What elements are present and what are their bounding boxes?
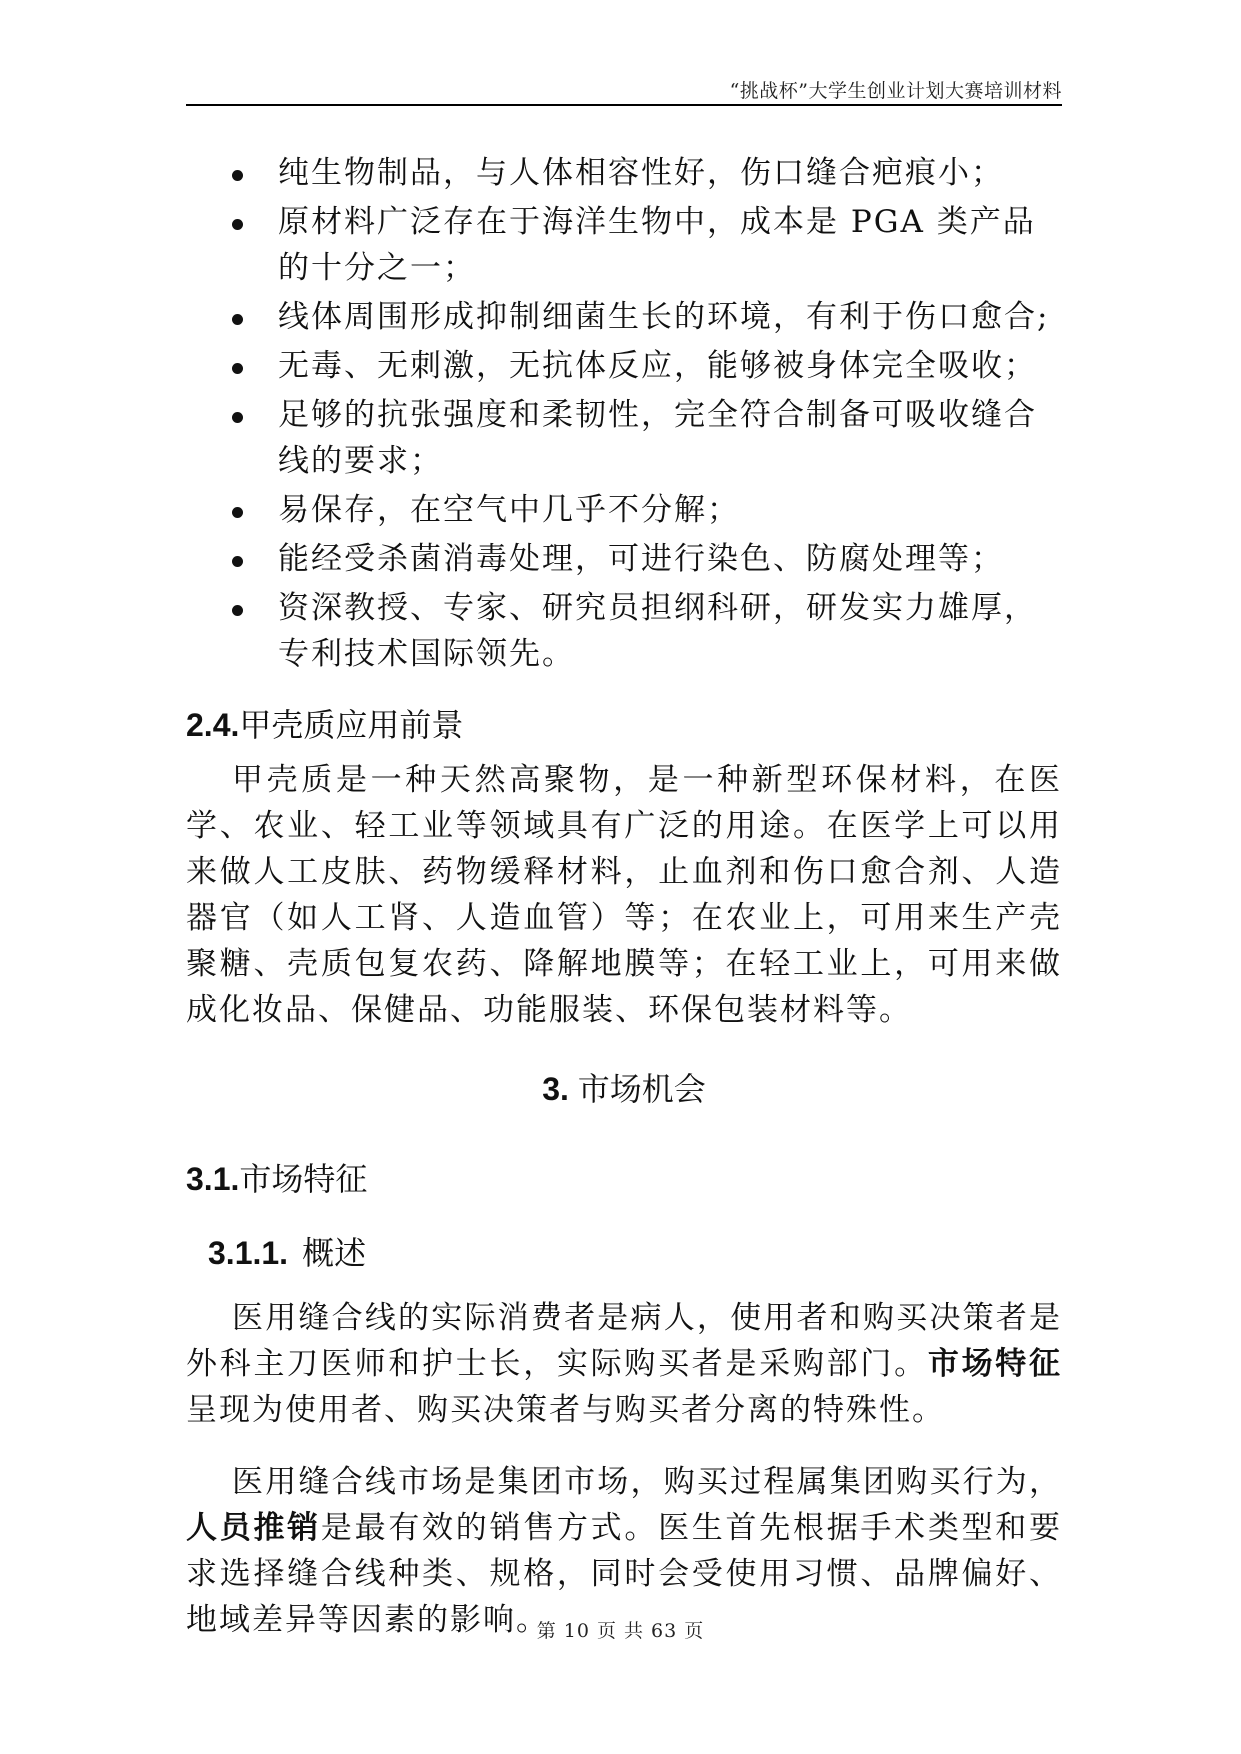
paragraph-text: 医用缝合线市场是集团市场，购买过程属集团购买行为， [232, 1464, 1062, 1500]
list-item [186, 343, 1062, 389]
bullet-icon [232, 556, 243, 567]
section-heading-3-1 [186, 1157, 1062, 1201]
subsection-number: 3.1.1. [208, 1235, 289, 1271]
list-item-text: 易保存，在空气中几乎不分解； [278, 492, 740, 528]
list-item [186, 392, 1062, 484]
paragraph-text: 医用缝合线的实际消费者是病人，使用者和购买决策者是外科主刀医师和护士长，实际购买者是采购部门。 [186, 1300, 1062, 1382]
bullet-icon [232, 170, 243, 181]
list-item [186, 150, 1062, 196]
list-item-text: 资深教授、专家、研究员担纲科研，研发实力雄厚，专利技术国际领先。 [278, 590, 1037, 672]
feature-bullet-list [186, 150, 1062, 677]
header-title: “挑战杯”大学生创业计划大赛培训材料 [729, 80, 1062, 102]
page-content [186, 150, 1062, 1669]
list-item [186, 585, 1062, 677]
section-title: 市场特征 [239, 1161, 368, 1197]
section-title: 甲壳质应用前景 [239, 707, 464, 743]
chapter-title: 市场机会 [577, 1071, 706, 1107]
subsection-heading-3-1-1 [208, 1231, 1062, 1275]
list-item [186, 536, 1062, 582]
bullet-icon [232, 412, 243, 423]
paragraph-text: 呈现为使用者、购买决策者与购买者分离的特殊性。 [186, 1392, 945, 1428]
list-item-text: 原材料广泛存在于海洋生物中，成本是 PGA 类产品的十分之一； [278, 204, 1036, 286]
list-item [186, 487, 1062, 533]
page-footer [0, 1616, 1241, 1643]
list-item-text: 能经受杀菌消毒处理，可进行染色、防腐处理等； [278, 541, 1004, 577]
section-number: 3.1. [186, 1161, 240, 1197]
chapter-number: 3. [542, 1071, 569, 1107]
subsection-title: 概述 [302, 1235, 367, 1271]
list-item-text: 足够的抗张强度和柔韧性，完全符合制备可吸收缝合线的要求； [278, 397, 1037, 479]
bullet-icon [232, 605, 243, 616]
list-item [186, 199, 1062, 291]
list-item-text: 线体周围形成抑制细菌生长的环境，有利于伤口愈合; [278, 299, 1050, 335]
bold-term: 人员推销 [186, 1510, 321, 1546]
section-number: 2.4. [186, 707, 240, 743]
bold-term: 市场特征 [927, 1346, 1063, 1382]
overview-paragraph-1 [186, 1295, 1062, 1433]
list-item-text: 无毒、无刺激，无抗体反应，能够被身体完全吸收； [278, 348, 1037, 384]
bullet-icon [232, 507, 243, 518]
list-item-text: 纯生物制品，与人体相容性好，伤口缝合疤痕小； [278, 155, 1004, 191]
bullet-icon [232, 219, 243, 230]
bullet-icon [232, 363, 243, 374]
page-number: 第 10 页 共 63 页 [536, 1620, 705, 1642]
section-heading-2-4 [186, 703, 1062, 747]
paragraph-text: 是最有效的销售方式。医生首先根据手术类型和要求选择缝合线种类、规格，同时会受使用习惯、品牌偏好、地域差异等因素的影响。 [186, 1510, 1063, 1638]
bullet-icon [232, 314, 243, 325]
chapter-heading-3 [186, 1067, 1062, 1111]
list-item [186, 294, 1062, 340]
section-2-4-paragraph: 甲壳质是一种天然高聚物，是一种新型环保材料，在医学、农业、轻工业等领域具有广泛的用途。在医学上可以用来做人工皮肤、药物缓释材料，止血剂和伤口愈合剂、人造器官（如人工肾、人造血管）等；在农业上，可用来生产壳聚糖、壳质包复农药、降解地膜等；在轻工业上，可用来做成化妆品、保健品、功能服装、环保包装材料等。 [186, 762, 1062, 1028]
page-header [186, 74, 1062, 106]
